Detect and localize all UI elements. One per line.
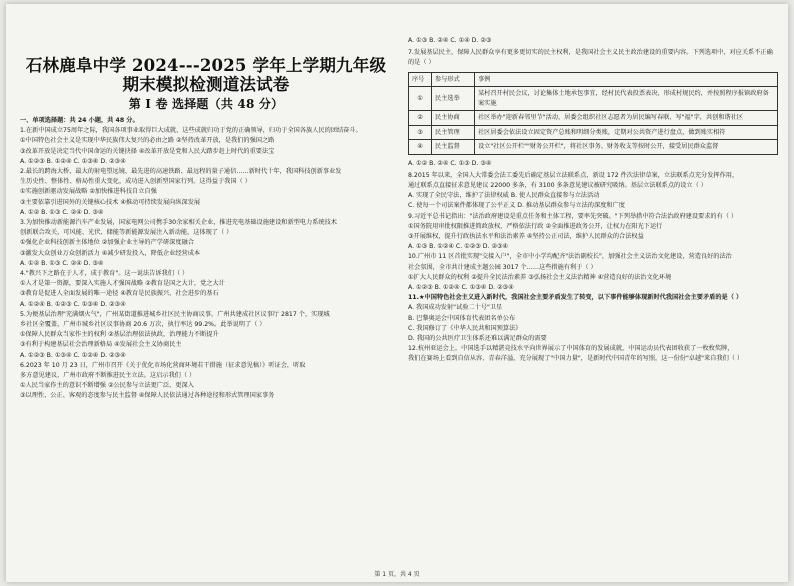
q7-row-form: 民主选举: [432, 87, 475, 111]
left-text-line: A. ①②④ B. ①②③ C. ①③④ D. ②③④: [20, 300, 126, 308]
right-text-line: C. 使每一个司法案件都体现了公平正义 D. 推动基层群众参与立法的深度和广度: [408, 202, 625, 210]
right-text-line: 9.习近平总书记指出："法治政府建设是重点任务和主体工程，要率先突破。"下列举措中符合法治政府建设要求的有（ ）: [408, 212, 738, 220]
right-text-line: 8.2015 年以来，全国人大常委会法工委先后确定基层立法联系点，新设 172 件次法律草案，立法联系点充分发挥作用，: [408, 171, 739, 179]
right-text-line: ①国务院用审批权限推进简政放权，严格依法行政 ②全面推进政务公开，让权力在阳光下运行: [408, 222, 663, 230]
q6-options: A. ①③ B. ②④ C. ①④ D. ②③: [408, 37, 492, 44]
q7-intro: 7.发展基层民主，保障人民群众享有更多更切实的民主权利，是我国社会主义民主政治建设的重要内容。下列选项中，对应关系不正确的是（ ）: [408, 49, 773, 67]
q7-row-form: 民主管理: [432, 125, 475, 140]
right-text-line: A. 我国成功发射"试验二十号"卫星: [408, 304, 503, 312]
left-text-line: 多方意见建议，广州市政府不断推进民主立法。这启示我们（ ）: [20, 372, 196, 380]
right-text-line: 社会氛围，全市共计建成主题公园 3017 个……这些措施有利于（ ）: [408, 263, 597, 271]
q7-row-example: 某村召开村民会议，讨论集体土地承包事宜，经村民代表投票表决，形成村规民约，并按照程序报镇政府备案实施: [475, 87, 778, 111]
q7-row-index: ③: [409, 125, 432, 140]
left-text-line: ①中国特色社会主义是实现中华民族伟大复兴的必由之路 ②坚持改革开放，是我们的强国之路: [20, 137, 275, 145]
left-text-line: ③激发大众创业万众创新活力 ④减少研发投入，降低企业经营成本: [20, 249, 201, 257]
page-footer: 第 1 页，共 4 页: [374, 571, 420, 578]
q7-row-example: 设立"社区公开栏""财务公开栏"，将社区事务、财务收支等按时公开，接受居民群众监督: [475, 140, 778, 155]
exam-title-line2: 期末模拟检测道法试卷: [122, 75, 290, 94]
right-column: [408, 4, 778, 582]
q7-row-example: 社区居委会依法设立固定资产总账和明细分类账，定期对公共资产进行盘点，做到账实相符: [475, 125, 778, 140]
q7-row-form: 民主监督: [432, 140, 475, 155]
right-text-line: 11.★中国特色社会主义进入新时代，我国社会主要矛盾发生了转变，以下事件能够体现新时代我国社会主要矛盾的是（ ）: [408, 294, 743, 302]
left-text-line: ③以理性、公正、客观的态度参与民主监督 ④保障人民依法通过各种途径和形式管理国家事务: [20, 392, 275, 400]
right-text-line: D. 我国的公共医疗卫生体系还难以满足群众的需要: [408, 335, 547, 343]
q7-row-index: ②: [409, 111, 432, 126]
table-row: [409, 87, 778, 111]
exam-paper: [6, 4, 788, 582]
q7-table: [408, 72, 778, 155]
left-text-line: ①保障人民群众当家作主的权利 ②基层治理依法执政，治理能力不断提升: [20, 331, 219, 339]
right-text-line: 通过联系点直接征求意见建议 22000 多条，有 3100 多条意见建议被研究吸纳。基层立法联系点的设立（ ）: [408, 182, 707, 190]
left-text-line: ①实施创新驱动发展战略 ②加快推进科技自立自强: [20, 188, 157, 196]
left-text-line: A. ①② B. ①③ C. ②④ D. ③④: [20, 208, 104, 216]
q7-table-header: [409, 72, 778, 87]
right-text-line: ①扩大人民群众的权利 ②提升全民法治素养 ③弘扬社会主义法治精神 ④营造良好的法治文化环境: [408, 273, 672, 281]
right-text-line: 12.杭州亚运会上，中国选手以精湛竞技水平向世界展示了中国体育的发展成就，中国运动员代表团收获了一枚枚奖牌，: [408, 345, 734, 353]
right-text-line: A. ①③ B. ①②④ C. ①②③ D. ②③④: [408, 243, 509, 251]
q7-header-example: 事例: [475, 72, 778, 87]
table-row: [409, 111, 778, 126]
left-text-line: 乡社区全覆盖，广州市城乡社区议事协商 20.6 万次，执行率达 99.2%。此举说明了（ ）: [20, 321, 266, 329]
table-row: [409, 125, 778, 140]
q7-row-form: 民主协商: [432, 111, 475, 126]
table-row: [409, 140, 778, 155]
right-question-list: [408, 171, 778, 365]
left-question-list: [20, 116, 392, 402]
q7-row-index: ①: [409, 87, 432, 111]
left-text-line: ①人才是第一资源，要深入实施人才强国战略 ②教育是国之大计，党之大计: [20, 280, 225, 288]
right-text-line: B. 巴黎奥运会中国体育代表团名单公布: [408, 314, 516, 322]
q7-row-example: 社区举办"迎新春邻里节"活动，居委会组织社区志愿者为居民编写春联、写"福"字，共创和谐社区: [475, 111, 778, 126]
left-text-line: 1.在新中国成立75周年之际，我国各项事业取得巨大成就，这些成就归功于党的正确领导，归功于全国各族人民的团结奋斗。: [20, 127, 362, 135]
left-text-line: 3.为加快推动新能源汽车产业发展，国家电网公司携手30余家相关企业，推进充电基础设施建设和新型电力系统技术: [20, 219, 337, 227]
left-text-line: ③教育是促进人全面发展的唯一途径 ④教育是民族振兴、社会进步的基石: [20, 290, 219, 298]
left-text-line: A. ①② B. ①③ C. ②④ D. ③④: [20, 259, 104, 267]
q7-header-form: 参与形式: [432, 72, 475, 87]
left-text-line: ①强化企业科技创新主体地位 ②加强企业主导的产学研深度融合: [20, 239, 194, 247]
left-column: [20, 4, 392, 582]
section-heading: 第 I 卷 选择题（共 48 分）: [128, 97, 284, 111]
right-text-line: 10.广州市 11 区首批实现"交接入户"，全市中小学均配齐"法治副校长"，加强社会主义法治文化建设，营造良好的法治: [408, 253, 732, 261]
left-text-line: 生历史性、整体性、格局性重大变化，成功进入创新型国家行列。这得益于我国（ ）: [20, 178, 251, 186]
left-text-line: 4."教兴下之路在于人才，成于教育"。这一说法告诉我们（ ）: [20, 270, 189, 278]
left-text-line: ③主要依靠引进国外的关键核心技术 ④推动可持续发展向纵深发展: [20, 198, 201, 206]
right-text-line: 我们在赛场上看到自信从容、青春洋溢，充分展现了"中国力量"，是新时代中国青年的写照，这一份份"卓越"来自我们（ ）: [408, 355, 744, 363]
left-text-line: 2.最长的跨海大桥，最大的射电望远镜、最先进的高速铁路、最远程的量子通信……新时代十年，我国科技创新事业发: [20, 168, 342, 176]
left-text-line: ③有利于构建基层社会治理新格局 ④发展社会主义协商民主: [20, 341, 182, 349]
exam-title-line1: 石林鹿阜中学 2024---2025 学年上学期九年级: [25, 56, 387, 75]
right-text-line: A. ①②③ B. ①②④ C. ①③④ D. ②③④: [408, 284, 514, 292]
left-text-line: 一、单项选择题：共 24 小题，共 48 分。: [20, 117, 139, 124]
q7-options: A. ①② B. ②④ C. ①③ D. ③④: [408, 159, 492, 167]
right-text-line: ③开展维权，提升行政执法水平和法治素养 ④坚持公正司法，维护人民群众的合法权益: [408, 233, 644, 241]
right-text-line: C. 我国修订了《中华人民共和国预算法》: [408, 324, 522, 332]
right-text-line: A. 实现了全民守法，维护了法律权威 B. 使人民群众直接参与立法活动: [408, 192, 600, 200]
left-text-line: ③改革开放是决定当代中国命运的关键抉择 ④改革开放是党和人民大踏步赶上时代的重要法宝: [20, 147, 275, 155]
q7-header-index: 序号: [409, 72, 432, 87]
left-text-line: ①人民当家作主的意识不断增强 ②公民参与立法更广泛、更深入: [20, 382, 194, 390]
left-text-line: A. ①②③ B. ①③④ C. ①②④ D. ②③④: [20, 351, 126, 359]
left-text-line: 创新联合攻关，可风能、光伏、储能等新能源发展注入新动能，这体现了（ ）: [20, 229, 233, 237]
left-text-line: 6.2023 年 10 月 23 日，广州市召开《关于优化市场化营商环境若干措施（征求意见稿）》听证会，听取: [20, 361, 306, 369]
left-text-line: A. ①②③ B. ①②④ C. ①③④ D. ②③④: [20, 157, 126, 165]
left-text-line: 5.为便基层治理"充满烟火气"，广州某街道推进城乡社区民主协商议事，广州共建成社区议事厅 2817 个，实现城: [20, 310, 330, 318]
q7-row-index: ④: [409, 140, 432, 155]
